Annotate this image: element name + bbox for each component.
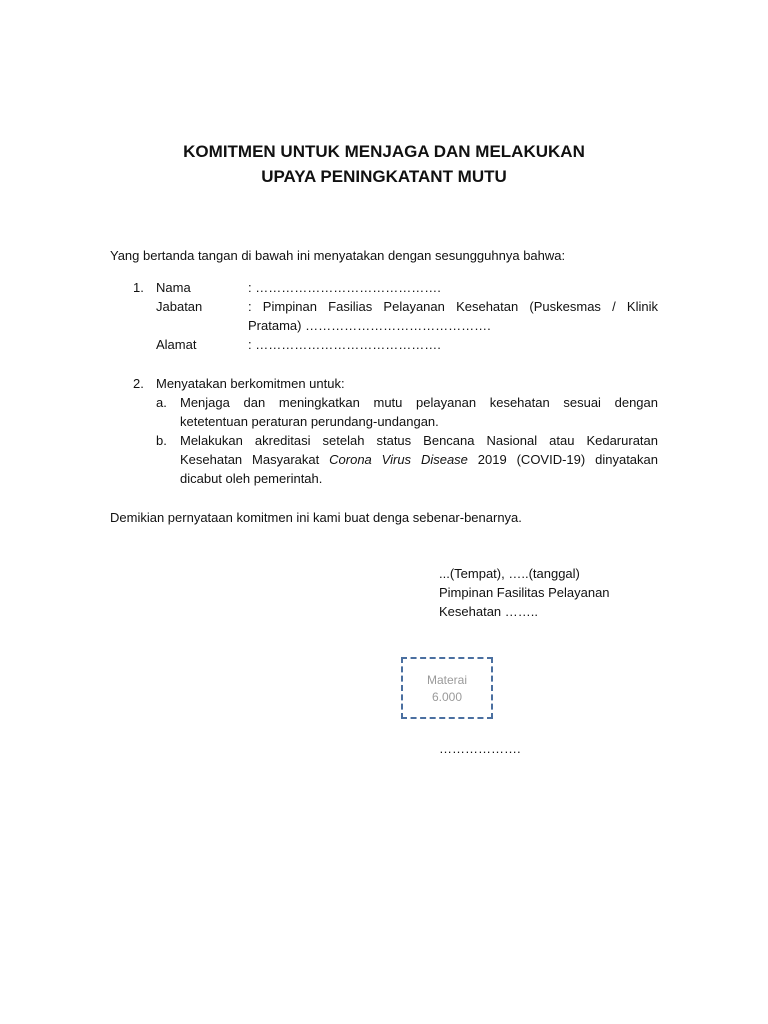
stamp-label: Materai (426, 673, 467, 687)
title-line-2: UPAYA PENINGKATANT MUTU (261, 167, 507, 186)
place-date: ...(Tempat), …..(tanggal) (439, 566, 580, 581)
nama-label: Nama (156, 280, 191, 295)
sub-item-a-text (180, 393, 658, 431)
covid-italic-term: Corona Virus Disease (329, 452, 468, 467)
signer-name-placeholder: ………………. (439, 741, 521, 756)
sub-item-a-line-2: ketetentuan peraturan perundang-undangan. (180, 414, 439, 429)
item-1-number: 1. (133, 280, 144, 295)
item-2-number: 2. (133, 376, 144, 391)
materai-stamp-box (401, 657, 493, 719)
sub-item-b-line-3: dicabut oleh pemerintah. (180, 471, 323, 486)
signature-block (439, 564, 610, 621)
jabatan-label: Jabatan (156, 299, 203, 314)
signer-role-line-2: Kesehatan …….. (439, 604, 538, 619)
sub-item-b-line-2 (180, 450, 658, 469)
title-line-1: KOMITMEN UNTUK MENJAGA DAN MELAKUKAN (183, 142, 585, 161)
commitment-heading: Menyatakan berkomitmen untuk: (156, 376, 345, 391)
signer-role-line-1: Pimpinan Fasilitas Pelayanan (439, 585, 610, 600)
stamp-value: 6.000 (431, 690, 463, 704)
sub-item-b-letter: b. (156, 433, 167, 448)
sub-item-b-line-1: Melakukan akreditasi setelah status Bencana Nasional atau Kedaruratan (180, 433, 658, 448)
jabatan-value: : Pimpinan Fasilias Pelayanan Kesehatan (Puskesmas / Klinik Pratama) ……………………………………. (248, 299, 658, 333)
document-title (0, 139, 768, 189)
closing-statement: Demikian pernyataan komitmen ini kami buat denga sebenar-benarnya. (110, 510, 522, 525)
alamat-value: : ……………………………………. (248, 337, 441, 352)
sub-item-b-text (180, 431, 658, 488)
sub-item-a-letter: a. (156, 395, 167, 410)
nama-value: : ……………………………………. (248, 280, 441, 295)
sub-item-a-line-1: Menjaga dan meningkatkan mutu pelayanan kesehatan sesuai dengan (180, 395, 658, 410)
sub-item-b-line-2-post: 2019 (COVID-19) dinyatakan (467, 452, 658, 467)
alamat-label: Alamat (156, 337, 197, 352)
sub-item-b-line-2-pre: Kesehatan Masyarakat (180, 452, 330, 467)
intro-statement: Yang bertanda tangan di bawah ini menyatakan dengan sesungguhnya bahwa: (110, 248, 566, 263)
